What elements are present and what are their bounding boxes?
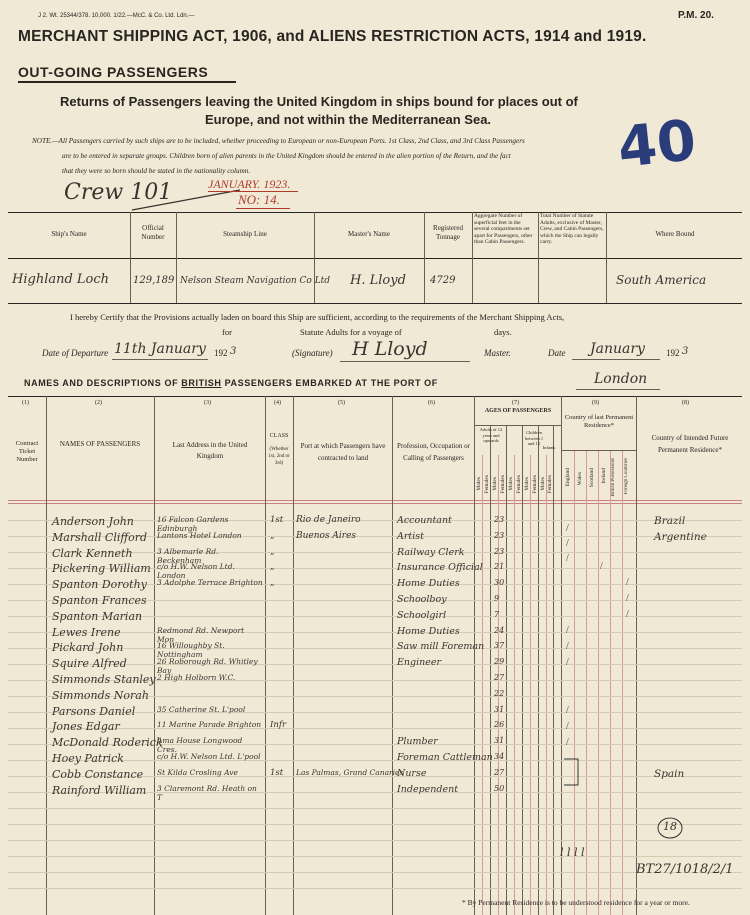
form-number: P.M. 20. bbox=[678, 10, 714, 21]
returns-title-line1: Returns of Passengers leaving the United Kingdom in ships bound for places out of bbox=[60, 94, 578, 109]
passenger-address: 11 Marine Parade Brighton bbox=[157, 720, 262, 730]
passenger-address: 3 Adolphe Terrace Brighton bbox=[157, 578, 263, 588]
passenger-age: 34 bbox=[494, 752, 505, 761]
signature-label: (Signature) bbox=[292, 348, 333, 358]
note-line1: NOTE.—All Passengers carried by such ships are to be included, whether proceeding to European or non-European Ports. 1st Class, 2nd Class, and 3rd Class Passengers bbox=[32, 137, 525, 145]
stamp-date: JANUARY. 1923. bbox=[208, 177, 291, 191]
passenger-age: 22 bbox=[494, 688, 505, 698]
tick-mark: / bbox=[626, 593, 629, 604]
children-header: Children between 1 and 12 bbox=[524, 430, 544, 446]
passenger-future-residence: Argentine bbox=[654, 530, 707, 543]
date-label: Date bbox=[548, 348, 566, 358]
official-number-value: 129,189 bbox=[133, 275, 175, 286]
master-name-header: Master's Name bbox=[348, 230, 390, 238]
class-subheader: (Whether 1st, 2nd or 3rd) bbox=[268, 447, 290, 466]
ruled-line bbox=[8, 888, 742, 889]
passenger-age: 50 bbox=[494, 783, 505, 793]
passenger-name: Pickering William bbox=[52, 562, 151, 576]
passenger-name: Squire Alfred bbox=[52, 657, 127, 671]
ruled-line bbox=[8, 840, 742, 841]
passenger-name: Spanton Frances bbox=[52, 594, 147, 607]
names-heading-part2: PASSENGERS EMBARKED AT THE PORT OF bbox=[224, 378, 438, 388]
returns-title-line2: Europe, and not within the Mediterranean Sea. bbox=[205, 112, 492, 127]
tonnage-value: 4729 bbox=[430, 275, 456, 286]
names-header: NAMES OF PASSENGERS bbox=[59, 440, 141, 448]
aggregate-header: Aggregate Number of superficial feet in the several compartments set apart for Passengers, other than Cabin Passengers. bbox=[474, 213, 533, 246]
passenger-occupation: Schoolgirl bbox=[397, 609, 447, 621]
res-england: England bbox=[565, 468, 571, 487]
passenger-port: Rio de Janeiro bbox=[296, 515, 361, 525]
port-value: London bbox=[594, 371, 648, 387]
address-header: Last Address in the United Kingdom bbox=[172, 441, 248, 460]
passenger-occupation: Railway Clerk bbox=[397, 546, 465, 558]
tick-mark: / bbox=[566, 553, 569, 564]
section-title: OUT-GOING PASSENGERS bbox=[18, 64, 209, 80]
signature-value: H Lloyd bbox=[352, 338, 428, 360]
tonnage-header: Registered Tonnage bbox=[433, 224, 463, 241]
passenger-address: Ama House Longwood Cres. bbox=[157, 736, 243, 755]
tick-mark: / bbox=[566, 721, 569, 732]
official-number-header: Official Number bbox=[141, 224, 165, 241]
passenger-age: 21 bbox=[494, 562, 505, 572]
passenger-address: c/o H.W. Nelson Ltd. L'pool bbox=[157, 752, 261, 761]
passenger-address: 2 High Holborn W.C. bbox=[157, 673, 236, 682]
note-line2: are to be entered in separate groups. Children born of alien parents in the United Kingdom should be entered in the alien portion of the Return, and the fact bbox=[62, 152, 511, 160]
future-residence-header: Country of Intended Future Permanent Residence* bbox=[651, 434, 729, 454]
passenger-occupation: Home Duties bbox=[397, 625, 460, 637]
passenger-occupation: Nurse bbox=[397, 767, 427, 779]
passenger-port: Las Palmas, Grand Canaries bbox=[296, 767, 404, 777]
passenger-class: 1st bbox=[270, 515, 284, 525]
col-num-2: (2) bbox=[95, 400, 102, 406]
departure-label: Date of Departure bbox=[42, 348, 109, 358]
ruled-line bbox=[8, 872, 742, 873]
passenger-occupation: Saw mill Foreman bbox=[397, 641, 485, 653]
printer-line: J 2. Wt. 25344/378. 10,000. 1/22.—McC. & Co. Ltd. Ldn.— bbox=[38, 13, 195, 19]
bracket-mark bbox=[560, 755, 584, 789]
date-value: January bbox=[590, 341, 645, 357]
passenger-occupation: Plumber bbox=[397, 736, 438, 748]
ruled-line bbox=[8, 824, 742, 825]
tick-mark: / bbox=[566, 538, 569, 549]
british-label: BRITISH bbox=[181, 378, 222, 388]
passenger-age: 26 bbox=[494, 720, 505, 730]
passenger-future-residence: Brazil bbox=[654, 515, 686, 527]
tick-mark: / bbox=[566, 523, 569, 534]
tick-mark: / bbox=[566, 641, 569, 652]
footnote: * By Permanent Residence is to be understood residence for a year or more. bbox=[462, 898, 690, 907]
names-heading bbox=[24, 378, 438, 388]
age-subcol-1: Males bbox=[476, 477, 482, 491]
col-num-7: (7) bbox=[512, 400, 519, 406]
stamp-number: NO: 14. bbox=[238, 192, 280, 207]
res-ireland: Ireland bbox=[601, 468, 607, 484]
passenger-occupation: Engineer bbox=[397, 657, 442, 669]
departure-year-digit: 3 bbox=[230, 346, 237, 357]
passenger-name: Pickard John bbox=[52, 641, 124, 655]
passenger-class: „ bbox=[270, 562, 275, 573]
passenger-age: 31 bbox=[494, 704, 505, 714]
passenger-age: 31 bbox=[494, 736, 505, 746]
passenger-occupation: Artist bbox=[397, 530, 424, 542]
col-num-6: (6) bbox=[428, 400, 435, 406]
passenger-age: 23 bbox=[494, 515, 505, 524]
last-residence-header: Country of last Permanent Residence* bbox=[564, 414, 634, 429]
passenger-name: Lewes Irene bbox=[52, 625, 121, 639]
age-subcol-9: Males bbox=[540, 477, 546, 491]
passenger-future-residence: Spain bbox=[654, 767, 685, 780]
passenger-occupation: Insurance Official bbox=[397, 562, 483, 574]
ruled-line bbox=[8, 856, 742, 857]
age-subcol-6: Females bbox=[516, 475, 522, 494]
infants-header: Infants bbox=[542, 445, 556, 450]
passenger-address: 16 Falcon Gardens Edinburgh bbox=[157, 515, 229, 533]
col-num-1: (1) bbox=[22, 400, 29, 406]
passenger-name: Rainford William bbox=[52, 783, 147, 797]
tally-mark: l l l l bbox=[560, 846, 585, 859]
passenger-age: 29 bbox=[494, 657, 505, 667]
passenger-age: 27 bbox=[494, 673, 505, 682]
master-name-value: H. Lloyd bbox=[350, 273, 406, 288]
tick-mark: / bbox=[566, 625, 569, 636]
where-bound-value: South America bbox=[616, 273, 707, 287]
passenger-occupation: Independent bbox=[397, 783, 459, 795]
passenger-age: 23 bbox=[494, 546, 505, 556]
passenger-occupation: Foreman Cattleman bbox=[397, 752, 493, 763]
passenger-name: Clark Kenneth bbox=[52, 546, 133, 560]
note-line3: that they were so born should be stated in the nationality column. bbox=[62, 167, 251, 175]
res-british-possessions: British Possessions bbox=[611, 458, 616, 497]
passenger-occupation: Home Duties bbox=[397, 578, 460, 590]
passenger-name: Cobb Constance bbox=[52, 767, 144, 781]
passenger-address: St Kilda Crosling Ave bbox=[157, 767, 238, 777]
age-subcol-4: Females bbox=[500, 475, 506, 494]
passenger-name: Simmonds Norah bbox=[52, 688, 149, 702]
passenger-address: 35 Catherine St. L'pool bbox=[157, 704, 246, 714]
ticket-header: Contract Ticket Number bbox=[15, 440, 39, 463]
passenger-class: „ bbox=[270, 578, 275, 589]
tick-mark: / bbox=[566, 705, 569, 716]
departure-value: 11th January bbox=[114, 341, 206, 357]
passenger-name: McDonald Roderick bbox=[52, 736, 163, 750]
age-subcol-5: Males bbox=[508, 477, 514, 491]
passenger-age: 23 bbox=[494, 530, 505, 540]
passenger-name: Simmonds Stanley bbox=[52, 673, 156, 686]
ship-name-value: Highland Loch bbox=[12, 272, 110, 287]
passenger-occupation: Schoolboy bbox=[397, 594, 447, 605]
col-num-9: (9) bbox=[592, 400, 599, 406]
date-year-printed: 192 bbox=[666, 348, 680, 358]
passenger-address: 26 Roborough Rd. Whitley Bay bbox=[157, 657, 258, 676]
passenger-name: Parsons Daniel bbox=[52, 704, 136, 718]
archive-reference: BT27/1018/2/1 bbox=[636, 862, 734, 877]
col-num-4: (4) bbox=[274, 400, 281, 406]
where-bound-header: Where Bound bbox=[655, 230, 695, 238]
passenger-age: 24 bbox=[494, 625, 505, 635]
passenger-address: c/o H.W. Nelson Ltd. London bbox=[157, 562, 235, 581]
certify-line2: Statute Adults for a voyage of bbox=[300, 327, 402, 337]
circled-number: 18 bbox=[663, 820, 677, 833]
ruled-line bbox=[8, 808, 742, 809]
passenger-name: Spanton Dorothy bbox=[52, 578, 147, 592]
age-subcol-8: Females bbox=[532, 475, 538, 494]
passenger-class: „ bbox=[270, 546, 275, 557]
class-header: CLASS bbox=[269, 433, 289, 439]
tick-mark: / bbox=[626, 609, 629, 620]
names-heading-part1: NAMES AND DESCRIPTIONS OF bbox=[24, 378, 179, 388]
adults-header: Adults of 12 years and upwards bbox=[479, 427, 503, 443]
date-year-digit: 3 bbox=[682, 346, 689, 357]
passenger-age: 27 bbox=[494, 767, 505, 777]
steamship-line-value: Nelson Steam Navigation Co Ltd bbox=[180, 276, 331, 286]
tick-mark: / bbox=[626, 577, 629, 588]
ages-header: AGES OF PASSENGERS bbox=[484, 408, 552, 414]
age-subcol-10: Females bbox=[547, 475, 553, 494]
passenger-name: Marshall Clifford bbox=[52, 530, 148, 544]
tick-mark: / bbox=[566, 737, 569, 748]
age-subcol-7: Males bbox=[524, 477, 530, 491]
res-scotland: Scotland bbox=[589, 468, 595, 488]
col-num-3: (3) bbox=[204, 400, 211, 406]
passenger-name: Jones Edgar bbox=[52, 720, 120, 734]
departure-year-printed: 192 bbox=[214, 348, 228, 358]
margin-number: 40 bbox=[614, 108, 700, 181]
passenger-class: Infr bbox=[270, 720, 287, 731]
res-wales: Wales bbox=[577, 472, 583, 486]
col-num-5: (5) bbox=[338, 400, 345, 406]
total-adults-header: Total Number of Statute Adults, exclusive of Master, Crew, and Cabin Passengers, which the Ship can legally carry. bbox=[540, 213, 604, 246]
tick-mark: / bbox=[566, 657, 569, 668]
age-subcol-2: Females bbox=[484, 475, 490, 494]
passenger-age: 9 bbox=[494, 594, 500, 603]
passenger-age: 7 bbox=[494, 609, 500, 619]
certify-for: for bbox=[222, 327, 232, 337]
certify-line1: I hereby Certify that the Provisions actually laden on board this Ship are sufficient, according to the requirements of the Merchant Shipping Acts, bbox=[70, 312, 565, 322]
act-title: MERCHANT SHIPPING ACT, 1906, and ALIENS RESTRICTION ACTS, 1914 and 1919. bbox=[18, 28, 647, 45]
passenger-name: Anderson John bbox=[52, 515, 134, 528]
occupation-header: Profession, Occupation or Calling of Passengers bbox=[397, 442, 470, 462]
passenger-age: 30 bbox=[494, 578, 505, 588]
col-num-8: (8) bbox=[682, 400, 689, 406]
tick-mark: / bbox=[600, 561, 603, 572]
age-subcol-3: Males bbox=[492, 477, 498, 491]
passenger-address: Redmond Rd. Newport Mon bbox=[157, 625, 245, 644]
passenger-name: Hoey Patrick bbox=[52, 752, 124, 765]
passenger-address: 16 Willoughby St. Nottingham bbox=[157, 641, 225, 660]
passenger-address: Lantons Hotel London bbox=[157, 530, 242, 540]
crew-note: Crew 101 bbox=[64, 180, 173, 205]
passenger-name: Spanton Marian bbox=[52, 609, 143, 623]
passenger-address: 3 Albemarle Rd. Beckenham bbox=[157, 546, 219, 565]
ship-name-header: Ship's Name bbox=[51, 230, 87, 238]
passenger-class: 1st bbox=[270, 767, 284, 778]
passenger-occupation: Accountant bbox=[397, 515, 452, 526]
res-foreign: Foreign Countries bbox=[624, 458, 629, 495]
port-header: Port at which Passengers have contracted to land bbox=[300, 442, 386, 462]
passenger-class: „ bbox=[270, 530, 275, 541]
certify-days: days. bbox=[494, 327, 512, 337]
passenger-age: 37 bbox=[494, 641, 505, 651]
steamship-line-header: Steamship Line bbox=[223, 230, 267, 238]
passenger-address: 3 Claremont Rd. Heath on T bbox=[157, 783, 257, 802]
master-label: Master. bbox=[484, 348, 511, 358]
passenger-port: Buenos Aires bbox=[296, 530, 357, 541]
